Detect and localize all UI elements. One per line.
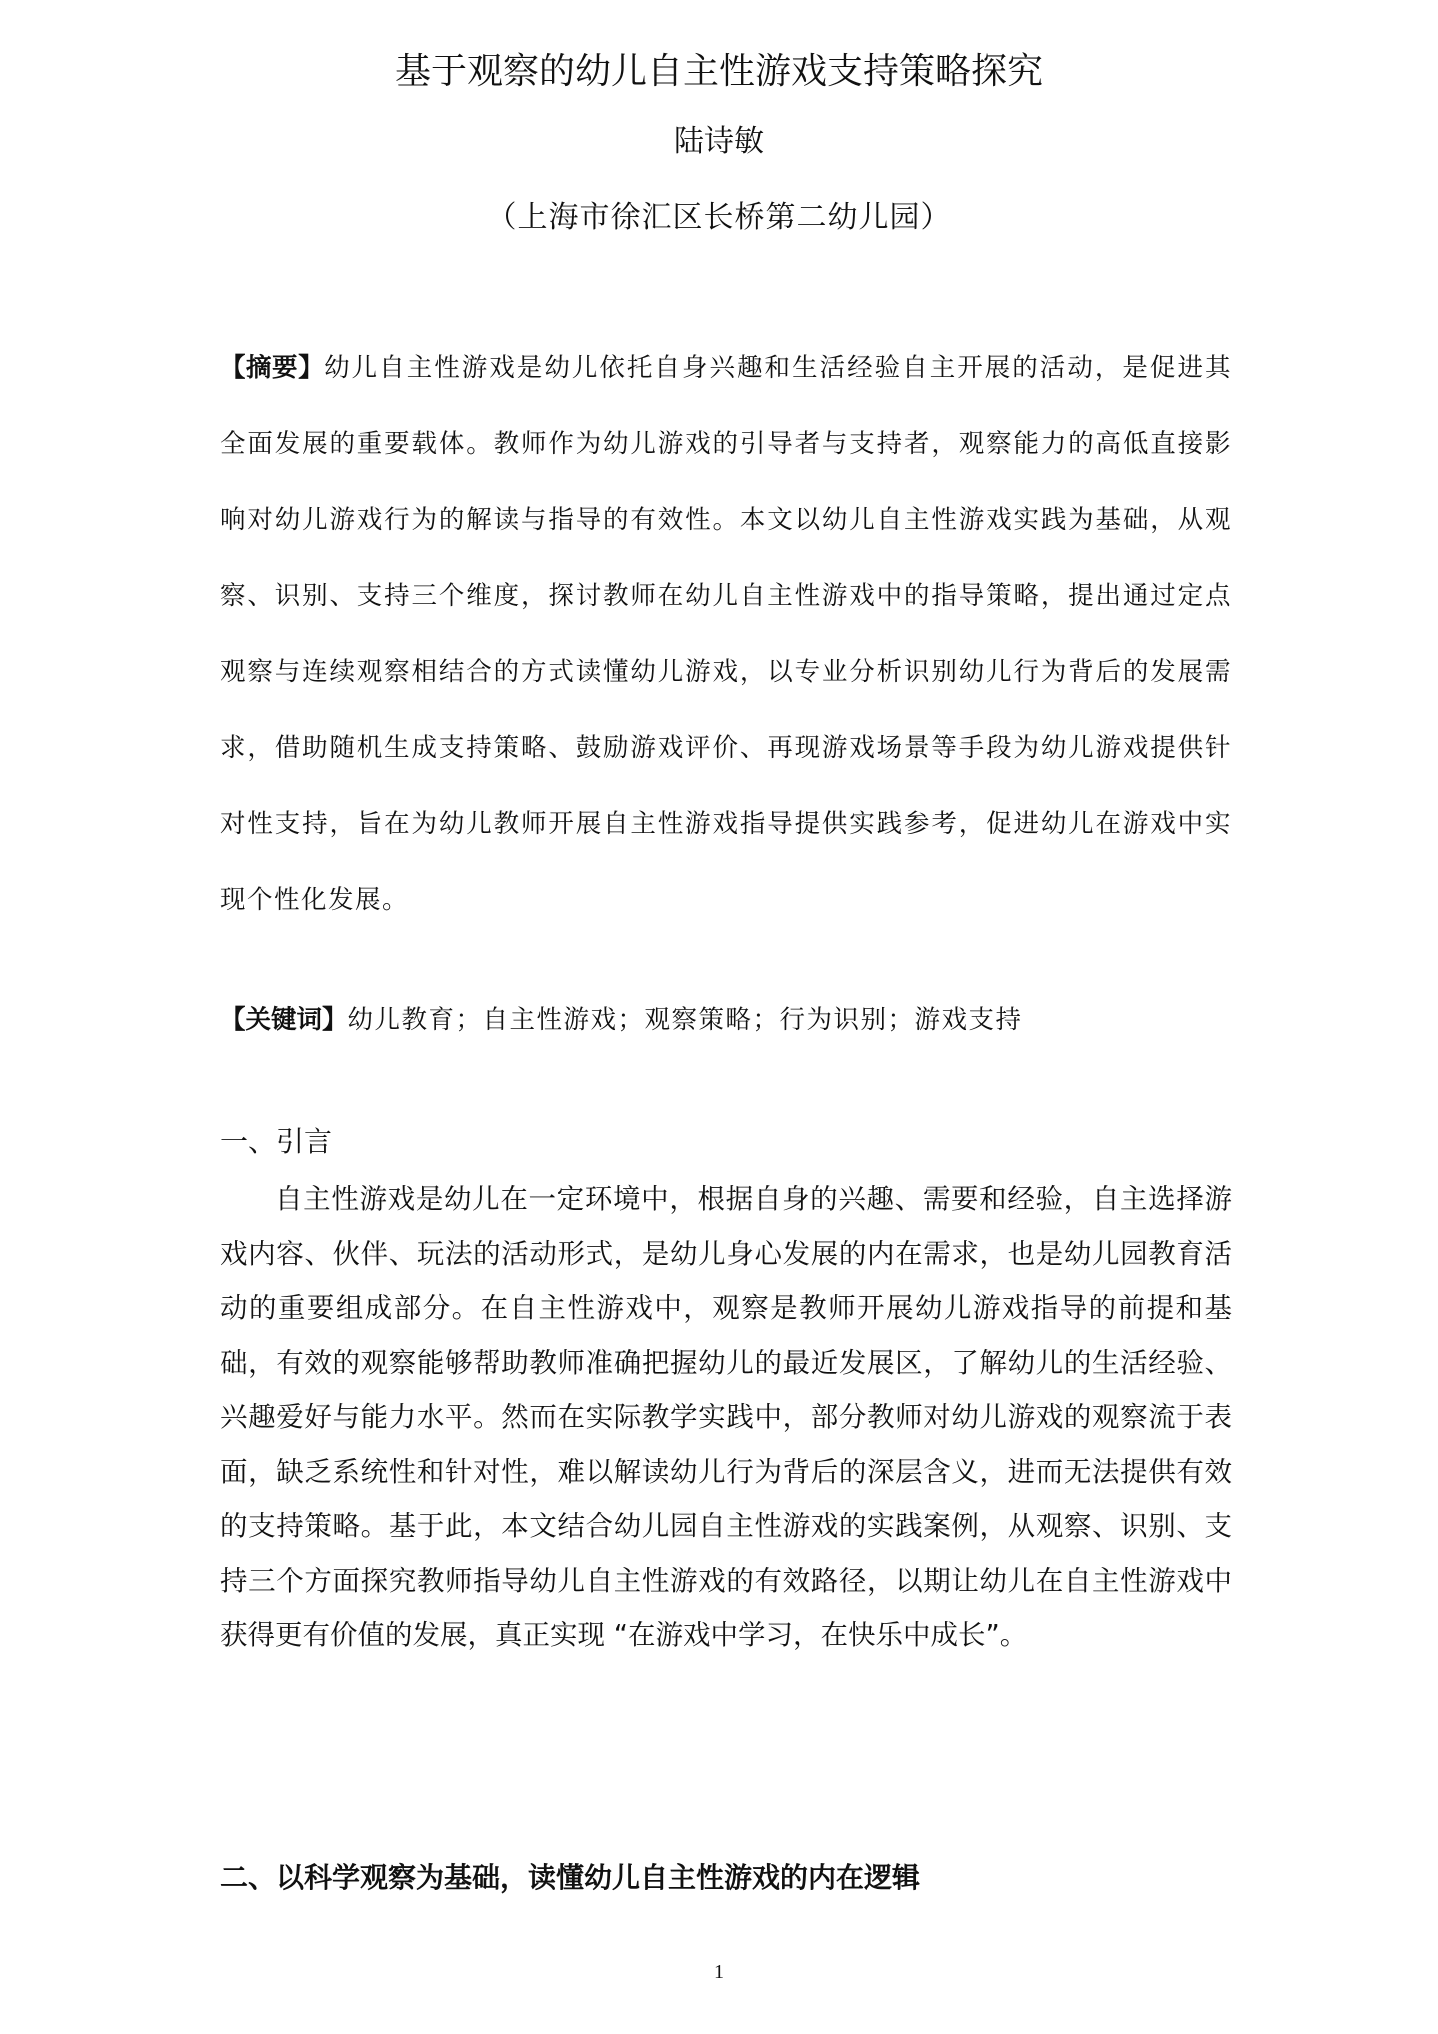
author-name: 陆诗敏 <box>674 124 764 159</box>
section-heading-introduction: 一、引言 <box>220 1125 333 1158</box>
abstract <box>220 330 1232 938</box>
keywords-label: 【关键词】 <box>220 1005 348 1035</box>
author-affiliation: （上海市徐汇区长桥第二幼儿园） <box>486 200 952 235</box>
page-number: 1 <box>714 1961 724 1983</box>
introduction-paragraph: 自主性游戏是幼儿在一定环境中，根据自身的兴趣、需要和经验，自主选择游戏内容、伙伴、玩法的活动形式，是幼儿身心发展的内在需求，也是幼儿园教育活动的重要组成部分。在自主性游戏中，观察是教师开展幼儿游戏指导的前提和基础，有效的观察能够帮助教师准确把握幼儿的最近发展区，了解幼儿的生活经验、兴趣爱好与能力水平。然而在实际教学实践中，部分教师对幼儿游戏的观察流于表面，缺乏系统性和针对性，难以解读幼儿行为背后的深层含义，进而无法提供有效的支持策略。基于此，本文结合幼儿园自主性游戏的实践案例，从观察、识别、支持三个方面探究教师指导幼儿自主性游戏的有效路径，以期让幼儿在自主性游戏中获得更有价值的发展，真正实现 “在游戏中学习，在快乐中成长”。 <box>220 1183 1232 1651</box>
keywords <box>220 1000 1232 1040</box>
section-heading-observation: 二、以科学观察为基础，读懂幼儿自主性游戏的内在逻辑 <box>220 1861 921 1894</box>
paper-title: 基于观察的幼儿自主性游戏支持策略探究 <box>394 51 1043 92</box>
abstract-text: 幼儿自主性游戏是幼儿依托自身兴趣和生活经验自主开展的活动，是促进其全面发展的重要载体。教师作为幼儿游戏的引导者与支持者，观察能力的高低直接影响对幼儿游戏行为的解读与指导的有效性。本文以幼儿自主性游戏实践为基础，从观察、识别、支持三个维度，探讨教师在幼儿自主性游戏中的指导策略，提出通过定点观察与连续观察相结合的方式读懂幼儿游戏，以专业分析识别幼儿行为背后的发展需求，借助随机生成支持策略、鼓励游戏评价、再现游戏场景等手段为幼儿游戏提供针对性支持，旨在为幼儿教师开展自主性游戏指导提供实践参考，促进幼儿在游戏中实现个性化发展。 <box>220 353 1232 915</box>
keywords-text: 幼儿教育；自主性游戏；观察策略；行为识别；游戏支持 <box>347 1005 1023 1035</box>
abstract-label: 【摘要】 <box>220 353 325 383</box>
